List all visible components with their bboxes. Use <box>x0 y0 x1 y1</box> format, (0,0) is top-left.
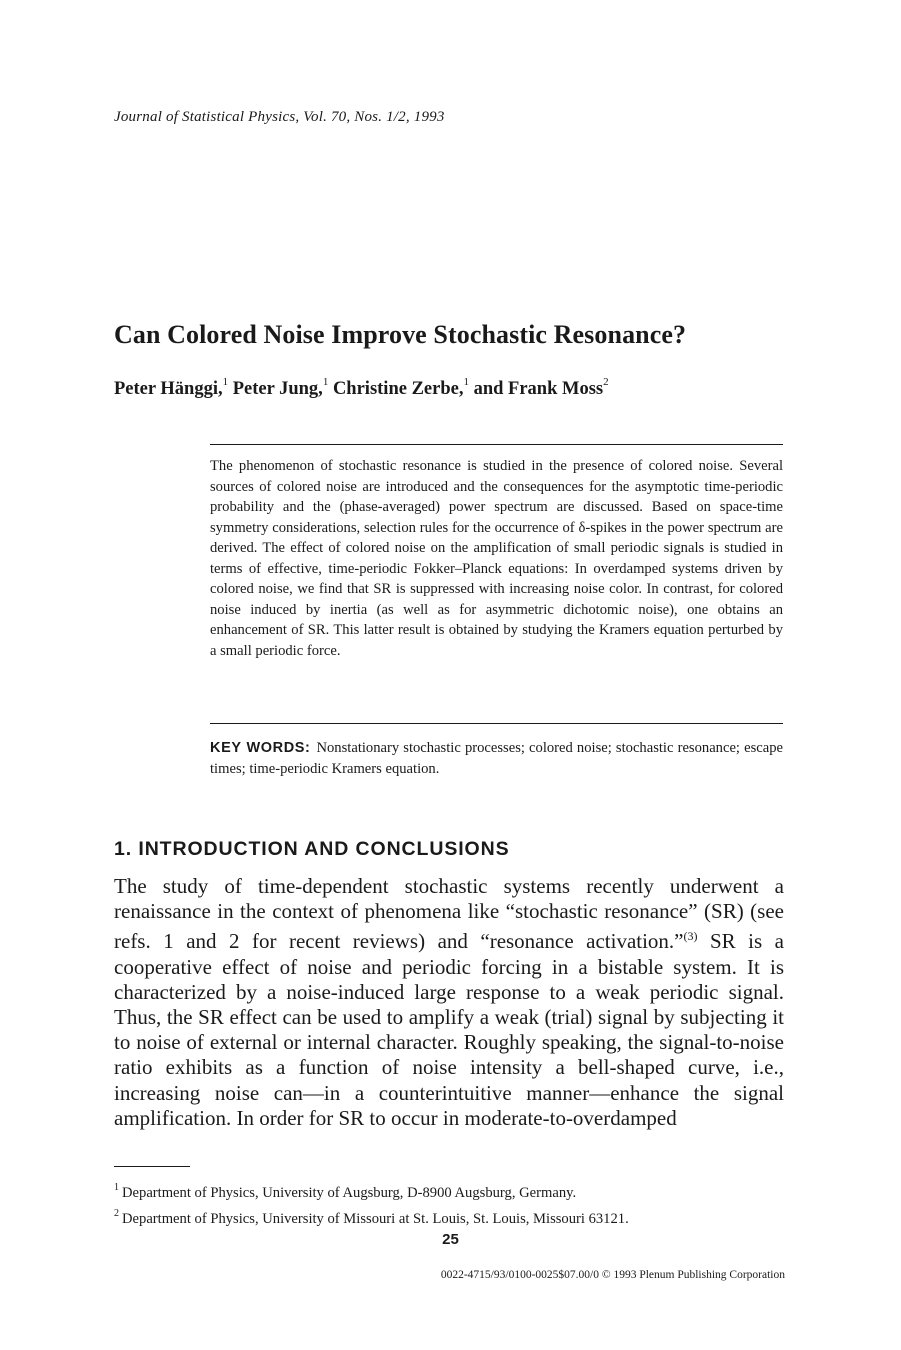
section-heading: 1. INTRODUCTION AND CONCLUSIONS <box>114 838 510 860</box>
page-number: 25 <box>442 1231 459 1248</box>
footnote <box>114 1204 784 1230</box>
footnote-text: Department of Physics, University of Augsburg, D-8900 Augsburg, Germany. <box>122 1184 577 1201</box>
author-name: Peter Jung, <box>232 379 323 400</box>
body-text-part: The study of time-dependent stochastic systems recently underwent a renaissance in the context of phenomena like “stochastic resonance” (SR) (see refs. 1 and 2 for recent reviews) and “resonance activation.” <box>114 874 784 954</box>
footnote-text: Department of Physics, University of Missouri at St. Louis, St. Louis, Missouri 63121. <box>122 1210 629 1227</box>
affiliation-mark: 1 <box>222 376 229 388</box>
keywords-text: Nonstationary stochastic processes; colored noise; stochastic resonance; escape times; time-periodic Kramers equation. <box>210 740 783 777</box>
paper-title: Can Colored Noise Improve Stochastic Resonance? <box>114 320 687 349</box>
abstract-bottom-rule <box>210 723 783 724</box>
body-paragraph <box>114 874 784 1131</box>
affiliation-mark: 2 <box>603 376 609 388</box>
body-text-part: SR is a cooperative effect of noise and periodic forcing in a bistable system. It is characterized by a noise-induced large response to a weak periodic signal. Thus, the SR effect can be used to amplify a weak (trial) signal by subjecting it to noise of external or internal character. Roughly speaking, the signal-to-noise ratio exhibits as a function of noise intensity a bell-shaped curve, i.e., increasing noise can—in a counterintuitive manner—enhance the signal amplification. In order for SR to occur in moderate-to-overdamped <box>114 929 785 1130</box>
copyright-line: 0022-4715/93/0100-0025$07.00/0 © 1993 Plenum Publishing Corporation <box>440 1269 785 1281</box>
keywords-label: KEY WORDS: <box>210 740 311 756</box>
abstract: The phenomenon of stochastic resonance is studied in the presence of colored noise. Several sources of colored noise are introduced and the consequences for the asymptotic time-periodic probability and the (phase-averaged) power spectrum are discussed. Based on space-time symmetry considerations, selection rules for the occurrence of δ-spikes in the power spectrum are derived. The effect of colored noise on the amplification of small periodic signals is studied in terms of effective, time-periodic Fokker–Planck equations: In overdamped systems driven by colored noise, we find that SR is suppressed with increasing noise color. In contrast, for colored noise induced by inertia (as well as for asymmetric dichotomic noise), one obtains an enhancement of SR. This latter result is obtained by studying the Kramers equation perturbed by a small periodic force. <box>210 458 783 659</box>
footnote-mark: 1 <box>114 1182 119 1193</box>
author-list <box>114 378 609 400</box>
footnotes <box>114 1178 784 1230</box>
author-name: Peter Hänggi, <box>114 379 223 400</box>
journal-citation: Journal of Statistical Physics, Vol. 70, Nos. 1/2, 1993 <box>114 109 445 125</box>
keywords <box>210 738 783 779</box>
citation-ref: (3) <box>683 929 698 944</box>
footnote <box>114 1178 784 1204</box>
author-name: Christine Zerbe, <box>332 379 464 400</box>
footnote-mark: 2 <box>114 1207 119 1219</box>
abstract-top-rule <box>210 444 783 445</box>
affiliation-mark: 1 <box>322 376 329 388</box>
affiliation-mark: 1 <box>463 376 469 388</box>
footnote-rule <box>114 1166 190 1167</box>
author-name: and Frank Moss <box>473 379 604 400</box>
section-body <box>114 874 784 1131</box>
